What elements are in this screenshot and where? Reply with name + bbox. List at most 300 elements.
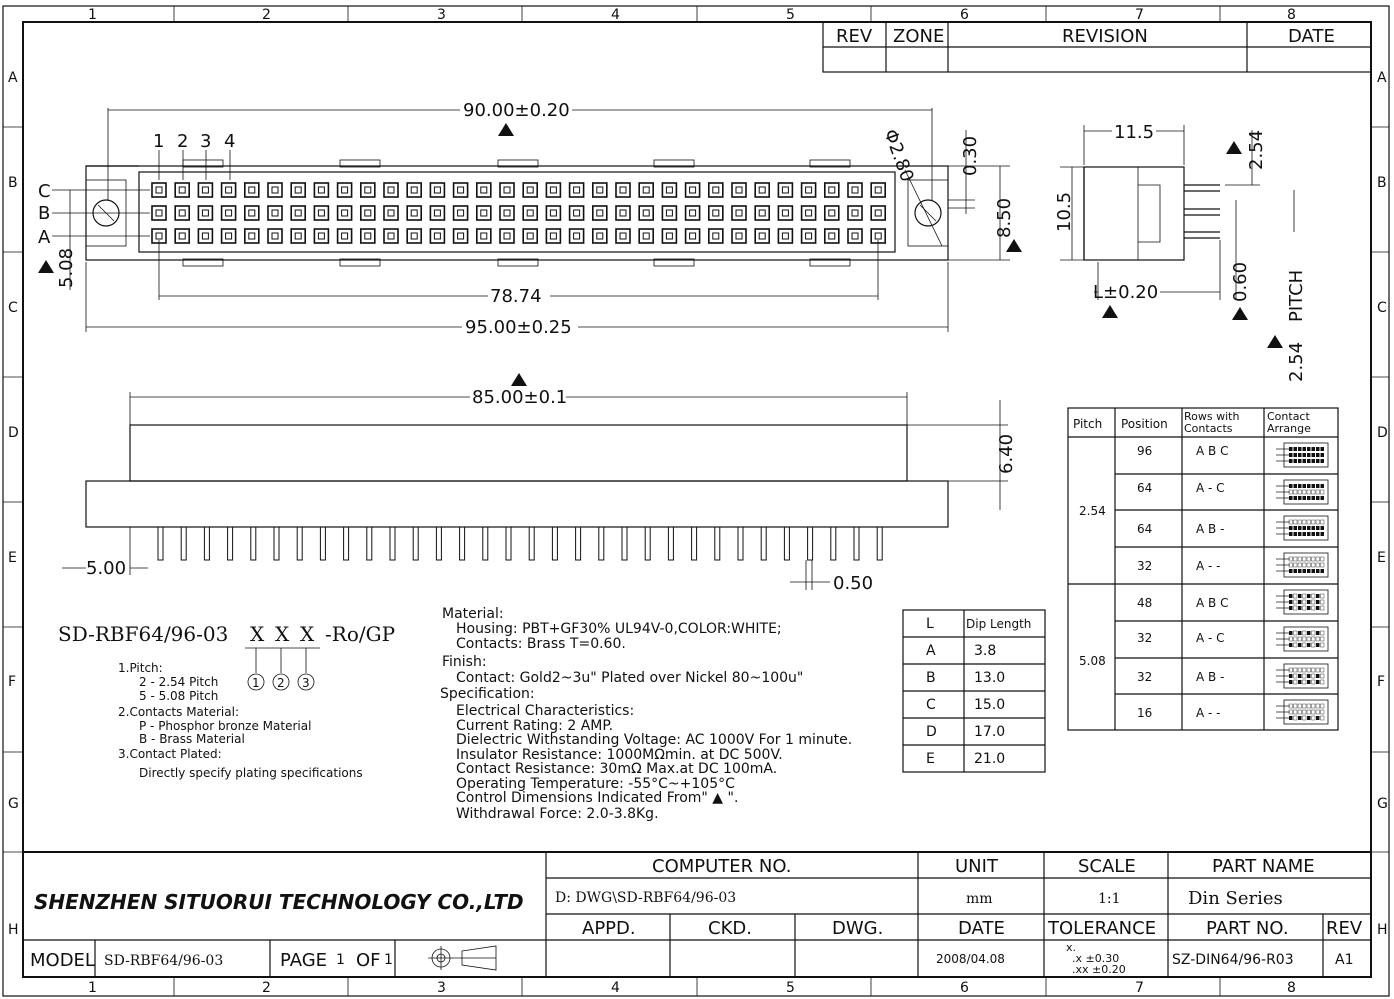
contact-cell [709, 183, 723, 197]
row-label: E [1377, 550, 1386, 566]
contact-cell [593, 183, 607, 197]
col-label: 5 [786, 7, 795, 23]
circle-3: 3 [302, 676, 310, 690]
spec-temperature: Operating Temperature: -55°C~+105°C [456, 776, 735, 792]
of-label: OF [356, 950, 381, 971]
contact-pad [666, 210, 672, 216]
row-b-label: B [38, 203, 51, 224]
contact-cell [593, 206, 607, 220]
company-name: SHENZHEN SITUORUI TECHNOLOGY CO.,LTD [34, 890, 524, 914]
contact-pad [504, 187, 510, 193]
rows-value: A B - [1196, 522, 1225, 536]
contact-cell [616, 183, 630, 197]
contact-pad [782, 210, 788, 216]
contact-pad [782, 187, 788, 193]
page-value: 1 [336, 952, 345, 968]
row-label: B [1377, 175, 1387, 191]
contact-pad [434, 233, 440, 239]
contact-cell [338, 183, 352, 197]
contact-pad [643, 233, 649, 239]
contact-pad [852, 233, 858, 239]
circle-2: 2 [277, 676, 285, 690]
contact-pad [434, 210, 440, 216]
contact-pad [272, 187, 278, 193]
front-view [62, 373, 1017, 594]
appd-label: APPD. [582, 918, 636, 939]
col-label: 3 [437, 7, 446, 23]
front-pin [367, 527, 372, 560]
contact-cell [245, 229, 259, 243]
contact-cell [662, 183, 676, 197]
contact-cell [268, 183, 282, 197]
contact-pad [318, 210, 324, 216]
dip-row-value: 15.0 [974, 697, 1006, 713]
front-pin [251, 527, 256, 560]
pitch-header-contact: Contact [1267, 410, 1310, 423]
contact-cell [593, 229, 607, 243]
contact-pad [620, 187, 626, 193]
contact-cell [454, 229, 468, 243]
contact-cell [709, 206, 723, 220]
dim-78-74: 78.74 [490, 286, 542, 307]
contact-cell [361, 183, 375, 197]
contact-cell [778, 229, 792, 243]
rows-value: A B C [1196, 596, 1229, 610]
contact-pad [179, 233, 185, 239]
contact-cell [198, 229, 212, 243]
contact-pad [736, 210, 742, 216]
contact-cell [686, 229, 700, 243]
contact-pad [527, 233, 533, 239]
contact-arrange-icon [1276, 700, 1328, 724]
contact-pad [342, 233, 348, 239]
pitch-title: 1.Pitch: [118, 661, 163, 675]
control-dim-marker [498, 123, 514, 136]
spec-resistance: Contact Resistance: 30mΩ Max.at DC 100mA. [456, 761, 778, 777]
pitch-group-value: 2.54 [1079, 504, 1106, 518]
front-pin [344, 527, 349, 560]
contact-cell [384, 206, 398, 220]
contact-pad [597, 210, 603, 216]
col-label: 1 [88, 7, 97, 23]
contact-cell [454, 183, 468, 197]
contact-cell [175, 206, 189, 220]
contact-cell [430, 206, 444, 220]
contact-cell [778, 183, 792, 197]
dip-header-length: Dip Length [966, 617, 1032, 631]
col-label: 7 [1135, 7, 1144, 23]
contact-cell [500, 206, 514, 220]
contact-pad [550, 233, 556, 239]
contact-pad [434, 187, 440, 193]
rows-value: A B - [1196, 670, 1225, 684]
contact-cell [570, 183, 584, 197]
dim-phi: Φ2.80 [879, 126, 918, 185]
contact-cell [755, 206, 769, 220]
contact-pad [458, 210, 464, 216]
front-pin [576, 527, 581, 560]
contact-cell [778, 206, 792, 220]
top-view [38, 100, 1022, 338]
connector-body-outline [86, 166, 948, 260]
contact-cell [570, 229, 584, 243]
dip-row-value: 13.0 [974, 670, 1006, 686]
page-label: PAGE [280, 950, 328, 971]
contact-cell [361, 229, 375, 243]
contact-arrange-icon [1276, 590, 1328, 614]
contact-pad [690, 187, 696, 193]
front-pin [506, 527, 511, 560]
contact-cell [384, 183, 398, 197]
contact-pad [574, 210, 580, 216]
contact-pad [527, 210, 533, 216]
contact-arrange-icon [1276, 664, 1328, 688]
contact-cell [802, 229, 816, 243]
contact-pad [295, 187, 301, 193]
contact-cell [523, 183, 537, 197]
col-label: 5 [786, 980, 795, 996]
front-upper-body [130, 425, 907, 481]
contact-pad [249, 187, 255, 193]
rev-label: REV [1326, 918, 1363, 939]
contact-pad [179, 187, 185, 193]
rows-value: A - - [1196, 706, 1221, 720]
contact-cell [245, 183, 259, 197]
spec-material: Material: [442, 606, 504, 622]
contact-cell [314, 183, 328, 197]
contact-pad [481, 233, 487, 239]
contact-cell [268, 229, 282, 243]
contact-pad [806, 210, 812, 216]
contact-cell [198, 206, 212, 220]
col-label: 7 [1135, 980, 1144, 996]
contact-pad [365, 233, 371, 239]
contact-cell [686, 206, 700, 220]
contact-pad [875, 210, 881, 216]
unit-value: mm [966, 891, 993, 907]
contact-arrange-icon [1276, 553, 1328, 577]
contact-cell [291, 206, 305, 220]
contact-pad [156, 187, 162, 193]
contact-pad [365, 210, 371, 216]
contact-pad [597, 233, 603, 239]
contact-pad [620, 233, 626, 239]
contact-pad [852, 187, 858, 193]
contact-pad [226, 210, 232, 216]
contact-cell [314, 229, 328, 243]
dim-6-40: 6.40 [996, 433, 1017, 474]
contact-pad [202, 210, 208, 216]
row-label: C [8, 300, 18, 316]
part-number-block [58, 622, 395, 780]
contact-pad [458, 233, 464, 239]
title-block [23, 852, 1371, 977]
contact-pad [620, 210, 626, 216]
contact-pad [875, 233, 881, 239]
contact-pad [690, 233, 696, 239]
contact-cell [291, 183, 305, 197]
contact-cell [523, 206, 537, 220]
contact-cell [732, 183, 746, 197]
row-a-label: A [38, 227, 51, 248]
row-label: H [8, 922, 19, 938]
position-value: 32 [1137, 670, 1153, 684]
spec-housing: Housing: PBT+GF30% UL94V-0,COLOR:WHITE; [456, 621, 782, 637]
contact-grid [152, 183, 885, 243]
pitch-header-rows-2: Contacts [1184, 422, 1233, 435]
contact-cell [871, 206, 885, 220]
contact-cell [848, 206, 862, 220]
contact-cell [430, 183, 444, 197]
contact-pad [411, 210, 417, 216]
contact-pad [272, 233, 278, 239]
specifications [440, 606, 852, 822]
contact-pad [249, 210, 255, 216]
front-pin [320, 527, 325, 560]
contact-cell [616, 229, 630, 243]
contact-cell [175, 229, 189, 243]
contact-pad [481, 187, 487, 193]
contact-cell [477, 183, 491, 197]
contact-pad [713, 187, 719, 193]
contact-pad [806, 187, 812, 193]
spec-withdrawal: Withdrawal Force: 2.0-3.8Kg. [456, 806, 659, 822]
pitch-header-position: Position [1121, 417, 1168, 431]
dim-95: 95.00±0.25 [465, 317, 572, 338]
contact-pad [411, 187, 417, 193]
dip-row-label: E [926, 751, 935, 767]
spec-insulator: Insulator Resistance: 1000MΩmin. at DC 500V. [456, 747, 783, 763]
contact-pad [481, 210, 487, 216]
option-x2: X [275, 622, 290, 646]
contact-pad [202, 233, 208, 239]
front-pin [645, 527, 650, 560]
model-label: MODEL [30, 950, 95, 971]
contact-pad [365, 187, 371, 193]
contact-cell [802, 183, 816, 197]
front-pin [831, 527, 836, 560]
front-pin [390, 527, 395, 560]
col-label: 3 [437, 980, 446, 996]
pitch-value: 2.54 [1286, 341, 1307, 382]
dim-2-54: 2.54 [1246, 129, 1267, 170]
contact-pad [226, 233, 232, 239]
spec-current: Current Rating: 2 AMP. [456, 718, 614, 734]
contact-arrange-icon [1276, 443, 1328, 467]
contact-pad [829, 187, 835, 193]
contact-cell [222, 206, 236, 220]
contact-pad [388, 187, 394, 193]
spec-finish: Finish: [442, 654, 487, 670]
front-pin [158, 527, 163, 560]
tol-x: x. [1066, 941, 1077, 954]
dip-row-value: 3.8 [974, 643, 997, 659]
contact-pad [156, 233, 162, 239]
front-pin [761, 527, 766, 560]
contact-cell [825, 183, 839, 197]
plated-title: 3.Contact Plated: [118, 747, 222, 761]
dim-11-5: 11.5 [1114, 122, 1155, 143]
pitch-header-arrange: Arrange [1267, 422, 1311, 435]
contact-cell [523, 229, 537, 243]
contact-pad [156, 210, 162, 216]
contact-pad [597, 187, 603, 193]
contact-cell [546, 229, 560, 243]
front-lower-body [86, 481, 948, 527]
front-pin [715, 527, 720, 560]
contacts-title: 2.Contacts Material: [118, 705, 239, 719]
contact-pad [736, 233, 742, 239]
front-pin [297, 527, 302, 560]
option-x3: X [300, 622, 315, 646]
row-label: B [8, 175, 18, 191]
pitch-header-pitch: Pitch [1073, 417, 1103, 431]
contact-cell [825, 206, 839, 220]
contact-pad [504, 210, 510, 216]
contact-pad [806, 233, 812, 239]
col-label: 2 [262, 7, 271, 23]
front-pin [808, 527, 813, 560]
dim-l-tol: L±0.20 [1093, 282, 1159, 303]
circle-1: 1 [252, 676, 260, 690]
contact-pad [318, 187, 324, 193]
contact-cell [570, 206, 584, 220]
contact-cell [662, 229, 676, 243]
contact-cell [709, 229, 723, 243]
contact-pad [736, 187, 742, 193]
contact-pad [643, 210, 649, 216]
contact-pad [411, 233, 417, 239]
contact-pad [574, 187, 580, 193]
row-labels [8, 70, 1388, 938]
front-pin [204, 527, 209, 560]
contact-cell [454, 206, 468, 220]
pin-number: 4 [224, 131, 236, 152]
contact-cell [732, 206, 746, 220]
model-value: SD-RBF64/96-03 [104, 953, 224, 969]
outer-border [3, 6, 1389, 996]
part-code: SD-RBF64/96-03 [58, 622, 229, 646]
dip-row-value: 17.0 [974, 724, 1006, 740]
pin-number: 3 [200, 131, 212, 152]
unit-label: UNIT [955, 856, 998, 877]
revision-block [823, 22, 1371, 72]
side-body [1084, 167, 1184, 260]
dim-0-30: 0.30 [960, 135, 981, 176]
row-label: H [1377, 922, 1388, 938]
part-suffix: -Ro/GP [325, 622, 396, 646]
spec-specification: Specification: [440, 686, 535, 702]
dim-85: 85.00±0.1 [472, 387, 568, 408]
contact-pad [295, 233, 301, 239]
front-pin [436, 527, 441, 560]
contact-cell [732, 229, 746, 243]
contact-pad [342, 187, 348, 193]
tolerance-label: TOLERANCE [1048, 918, 1157, 939]
contact-pad [179, 210, 185, 216]
contact-pad [550, 210, 556, 216]
contact-pad [249, 233, 255, 239]
date-label: DATE [958, 918, 1005, 939]
col-label: 4 [611, 980, 620, 996]
column-ticks [3, 6, 1389, 996]
row-label: D [8, 425, 19, 441]
col-label: 8 [1287, 7, 1296, 23]
contact-pad [550, 187, 556, 193]
contact-pad [759, 233, 765, 239]
contact-cell [198, 183, 212, 197]
front-pin [483, 527, 488, 560]
col-label: 2 [262, 980, 271, 996]
contact-pad [342, 210, 348, 216]
contact-pad [829, 233, 835, 239]
date-header: DATE [1288, 26, 1335, 47]
row-label: A [8, 70, 18, 86]
contact-pad [295, 210, 301, 216]
contact-cell [152, 183, 166, 197]
position-value: 32 [1137, 631, 1153, 645]
option-x1: X [250, 622, 265, 646]
contact-pad [759, 187, 765, 193]
contact-cell [755, 229, 769, 243]
inner-border [23, 22, 1371, 977]
row-label: C [1377, 300, 1387, 316]
pitch-table [1068, 408, 1338, 730]
rows-value: A B C [1196, 444, 1229, 458]
front-pins [158, 527, 882, 560]
contact-cell [175, 183, 189, 197]
dim-5-08: 5.08 [56, 247, 77, 288]
front-pin [622, 527, 627, 560]
of-value: 1 [384, 952, 393, 968]
contact-cell [291, 229, 305, 243]
contact-cell [222, 183, 236, 197]
front-pin [274, 527, 279, 560]
dwg-label: DWG. [832, 918, 884, 939]
part-no-value: SZ-DIN64/96-R03 [1172, 952, 1294, 968]
contact-pad [226, 187, 232, 193]
row-label: D [1377, 425, 1388, 441]
dip-row-label: D [926, 724, 937, 740]
pitch-group-value: 5.08 [1079, 654, 1106, 668]
contact-cell [430, 229, 444, 243]
part-no-label: PART NO. [1206, 918, 1289, 939]
contact-pad [388, 233, 394, 239]
zone-header: ZONE [893, 26, 945, 47]
contact-cell [639, 229, 653, 243]
front-pin [181, 527, 186, 560]
contact-cell [152, 206, 166, 220]
front-pin [599, 527, 604, 560]
contacts-option-b: B - Brass Material [139, 732, 245, 746]
dip-row-label: C [926, 697, 936, 713]
row-label: F [8, 674, 17, 690]
spec-contacts: Contacts: Brass T=0.60. [456, 636, 626, 652]
col-label: 1 [88, 980, 97, 996]
front-pin [460, 527, 465, 560]
dim-0-50: 0.50 [833, 573, 874, 594]
contact-pad [875, 187, 881, 193]
dip-length-table [903, 610, 1045, 772]
contact-cell [871, 183, 885, 197]
position-value: 64 [1137, 481, 1153, 495]
contact-pad [829, 210, 835, 216]
contact-cell [802, 206, 816, 220]
scale-label: SCALE [1078, 856, 1136, 877]
contact-cell [825, 229, 839, 243]
col-label: 6 [960, 7, 969, 23]
revision-header: REVISION [1062, 26, 1148, 47]
